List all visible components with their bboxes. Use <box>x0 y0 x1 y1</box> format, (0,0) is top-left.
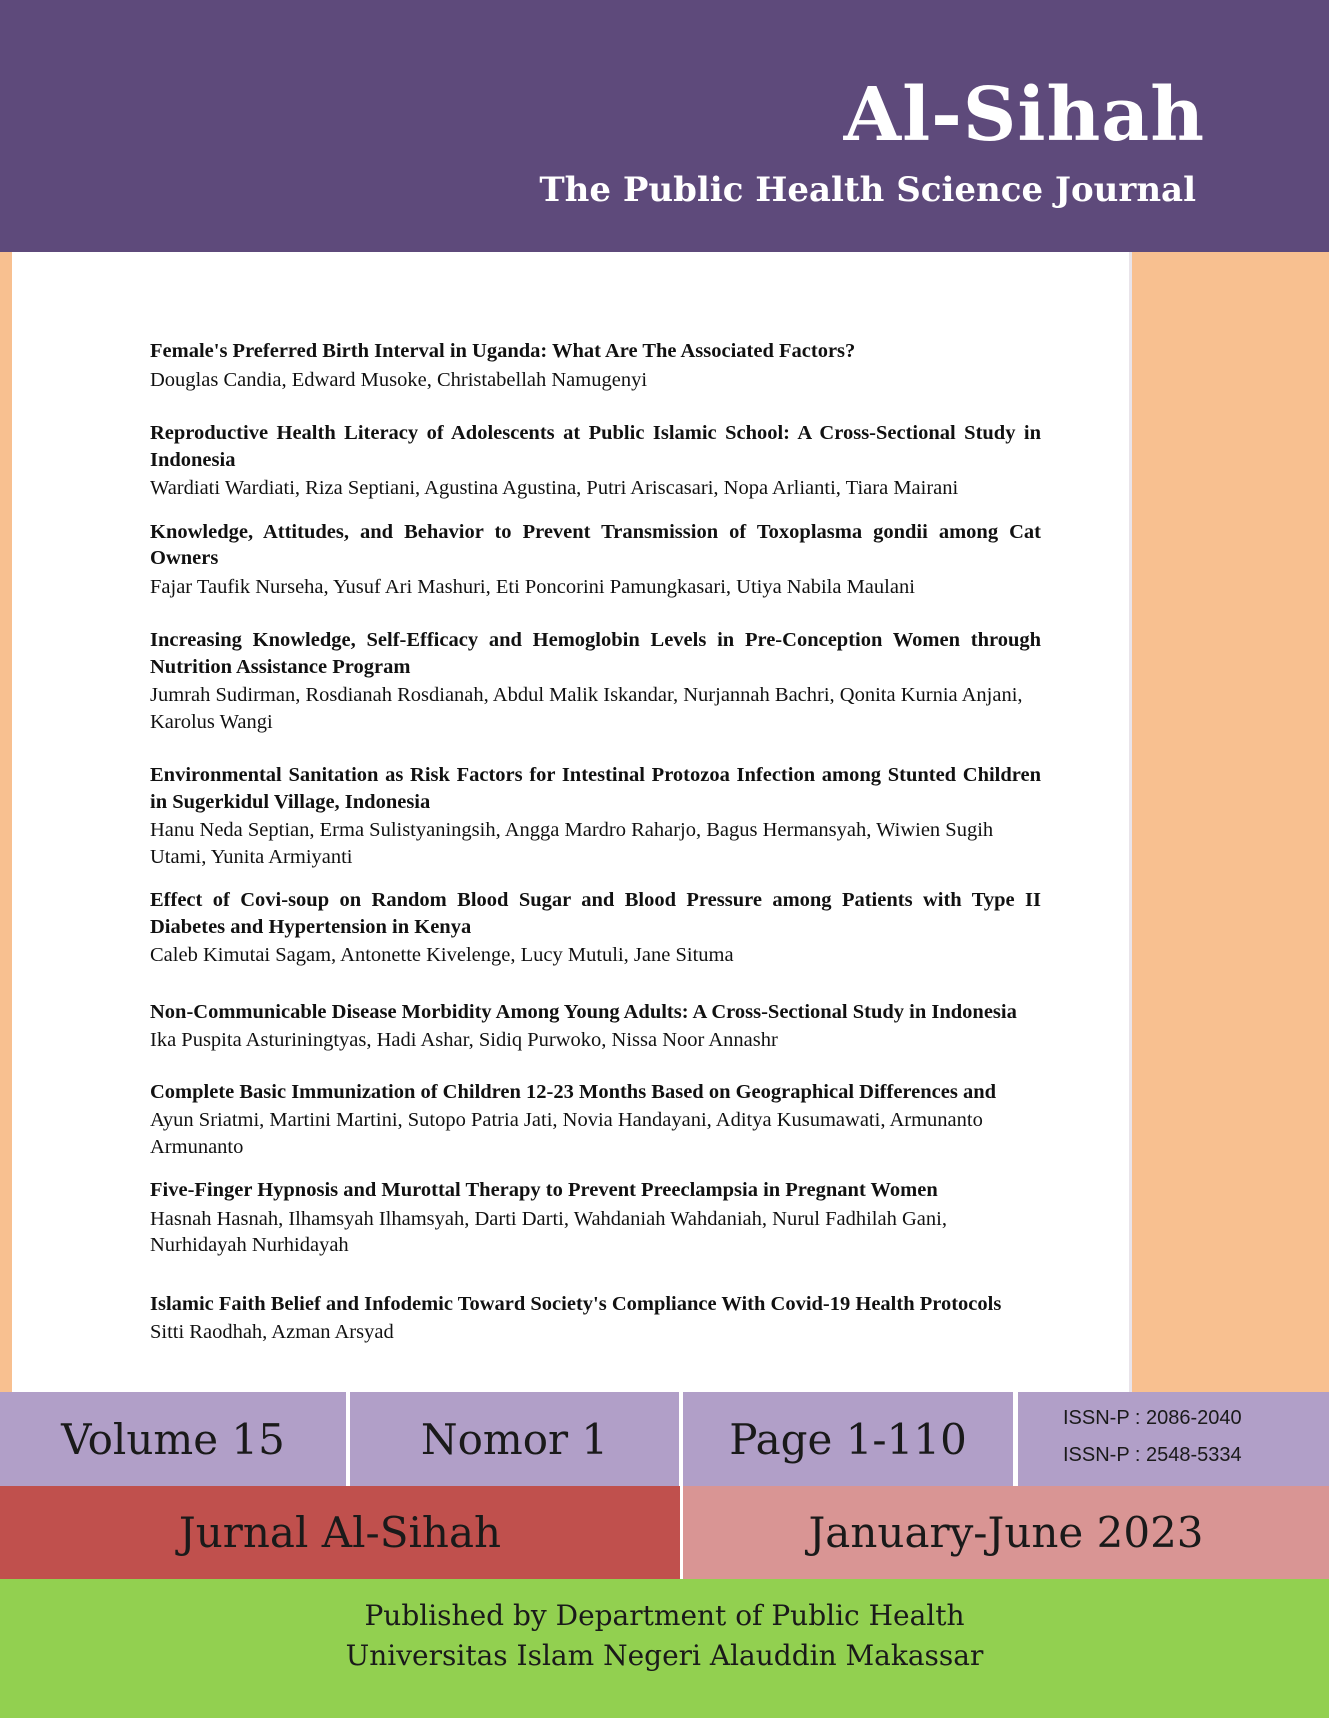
page-range-label: Page 1-110 <box>683 1392 1013 1486</box>
article-authors: Ayun Sriatmi, Martini Martini, Sutopo Patria Jati, Novia Handayani, Aditya Kusumawati, Armunanto Armunanto <box>150 1109 983 1158</box>
article-entry <box>150 1079 1041 1161</box>
article-title: Increasing Knowledge, Self-Efficacy and Hemoglobin Levels in Pre-Conception Women through Nutrition Assistance Program <box>150 629 1041 678</box>
article-title: Non-Communicable Disease Morbidity Among Young Adults: A Cross-Sectional Study in Indonesia <box>150 1000 1017 1023</box>
left-accent-strip <box>0 252 12 1392</box>
article-entry <box>150 1291 1041 1346</box>
publisher-line-1: Published by Department of Public Health <box>364 1599 965 1632</box>
article-authors: Hanu Neda Septian, Erma Sulistyaningsih, Angga Mardro Raharjo, Bagus Hermansyah, Wiwien Sugih Utami, Yunita Armiyanti <box>150 819 994 868</box>
article-entry <box>150 627 1041 735</box>
article-authors: Caleb Kimutai Sagam, Antonette Kivelenge, Lucy Mutuli, Jane Situma <box>150 944 734 966</box>
publication-period-label: January-June 2023 <box>683 1486 1329 1579</box>
issn-block <box>1018 1392 1329 1486</box>
publisher-band <box>0 1579 1329 1718</box>
article-entry <box>150 420 1041 502</box>
issn-print: ISSN-P : 2086-2040 <box>1063 1407 1242 1429</box>
article-authors: Fajar Taufik Nurseha, Yusuf Ari Mashuri, Eti Poncorini Pamungkasari, Utiya Nabila Maulani <box>150 575 915 598</box>
article-authors: Wardiati Wardiati, Riza Septiani, Agustina Agustina, Putri Ariscasari, Nopa Arlianti, Tiara Mairani <box>150 477 959 499</box>
article-title: Knowledge, Attitudes, and Behavior to Prevent Transmission of Toxoplasma gondii among Cat Owners <box>150 520 1041 569</box>
article-authors: Ika Puspita Asturiningtyas, Hadi Ashar, Sidiq Purwoko, Nissa Noor Annashr <box>150 1029 778 1051</box>
article-title: Complete Basic Immunization of Children 12-23 Months Based on Geographical Differences and <box>150 1080 997 1103</box>
article-entry <box>150 999 1041 1054</box>
article-entry <box>150 519 1041 601</box>
article-authors: Douglas Candia, Edward Musoke, Christabellah Namugenyi <box>150 368 648 391</box>
volume-label: Volume 15 <box>0 1392 346 1486</box>
article-title: Islamic Faith Belief and Infodemic Toward Society's Compliance With Covid-19 Health Protocols <box>150 1292 1002 1315</box>
article-entry <box>150 338 1041 393</box>
journal-period-band <box>0 1486 1329 1579</box>
right-accent-panel <box>1129 252 1329 1392</box>
article-title: Effect of Covi-soup on Random Blood Sugar and Blood Pressure among Patients with Type II Diabetes and Hypertension in Kenya <box>150 889 1041 938</box>
article-authors: Hasnah Hasnah, Ilhamsyah Ilhamsyah, Darti Darti, Wahdaniah Wahdaniah, Nurul Fadhilah Gani, Nurhidayah Nurhidayah <box>150 1207 947 1256</box>
journal-name-label: Jurnal Al-Sihah <box>0 1486 680 1579</box>
issue-number-label: Nomor 1 <box>350 1392 679 1486</box>
issn-online: ISSN-P : 2548-5334 <box>1063 1444 1242 1466</box>
article-entry <box>150 1177 1041 1259</box>
article-entry <box>150 762 1041 870</box>
issue-info-band <box>0 1392 1329 1486</box>
table-of-contents <box>150 338 1041 1346</box>
article-authors: Jumrah Sudirman, Rosdianah Rosdianah, Abdul Malik Iskandar, Nurjannah Bachri, Qonita Kurnia Anjani, Karolus Wangi <box>150 684 1023 733</box>
journal-subtitle: The Public Health Science Journal <box>539 170 1196 210</box>
article-entry <box>150 887 1041 969</box>
article-title: Female's Preferred Birth Interval in Uganda: What Are The Associated Factors? <box>150 340 856 362</box>
article-title: Five-Finger Hypnosis and Murottal Therapy to Prevent Preeclampsia in Pregnant Women <box>150 1179 938 1201</box>
article-title: Environmental Sanitation as Risk Factors for Intestinal Protozoa Infection among Stunted Children in Sugerkidul Village, Indonesia <box>150 764 1041 813</box>
article-title: Reproductive Health Literacy of Adolescents at Public Islamic School: A Cross-Sectional Study in Indonesia <box>150 422 1041 471</box>
article-authors: Sitti Raodhah, Azman Arsyad <box>150 1321 394 1343</box>
journal-title: Al-Sihah <box>843 72 1205 158</box>
publisher-line-2: Universitas Islam Negeri Alauddin Makassar <box>345 1639 984 1672</box>
cover-header <box>0 0 1329 252</box>
